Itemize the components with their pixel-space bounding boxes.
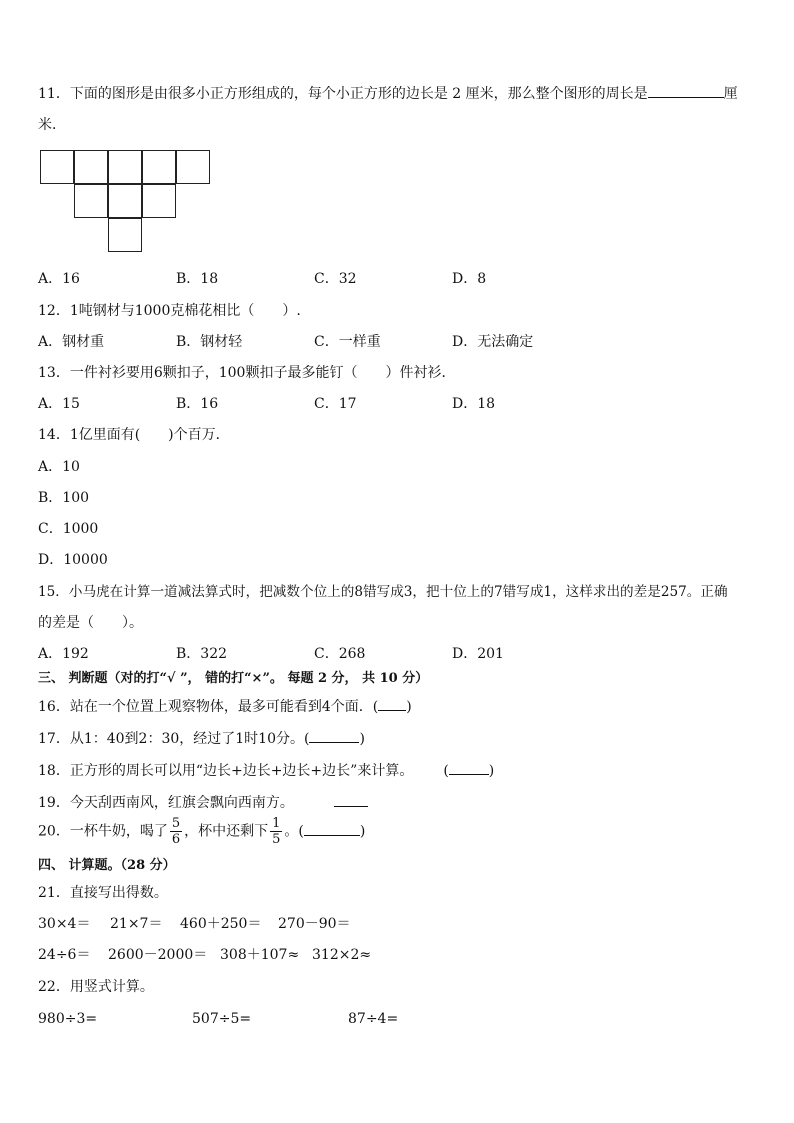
q12-option-d[interactable]: D．无法确定 [452, 334, 534, 350]
q21-r2-c2: 2600－2000＝ [108, 947, 208, 963]
q11-option-d[interactable]: D．8 [452, 271, 487, 287]
q16-text: 16．站在一个位置上观察物体，最多可能看到4个面．( [38, 699, 379, 715]
q14-option-d[interactable]: D．10000 [38, 552, 108, 568]
q22-title: 22．用竖式计算。 [38, 979, 154, 995]
q21-r2-c1: 24÷6＝ [38, 947, 91, 963]
q18-line [38, 760, 494, 780]
q18-open-paren: ( [443, 763, 449, 779]
fraction-one-fifth [270, 816, 282, 847]
q13-option-d[interactable]: D．18 [452, 396, 496, 412]
q18-close-paren: ) [488, 763, 495, 779]
q15-option-b[interactable]: B．322 [176, 646, 228, 662]
q12-text: 12．1吨钢材与1000克棉花相比（ ）. [38, 303, 301, 319]
q14-option-c[interactable]: C．1000 [38, 521, 99, 537]
q14-option-a[interactable]: A．10 [38, 459, 80, 475]
q20-close-paren: ) [359, 823, 366, 840]
q17-line [38, 728, 365, 748]
q21-title: 21．直接写出得数。 [38, 885, 168, 901]
q11-line2: 米． [38, 117, 66, 133]
q21-r2-c4: 312×2≈ [312, 947, 372, 963]
section-3-heading: 三、 判断题（对的打“√ ”， 错的打“×”。 每题 2 分， 共 10 分） [38, 671, 429, 686]
q21-r1-c4: 270－90＝ [278, 916, 351, 932]
q11-line1 [38, 83, 738, 103]
q22-item-2: 507÷5= [192, 1011, 252, 1027]
q15-option-d[interactable]: D．201 [452, 646, 504, 662]
square-cell [176, 150, 210, 184]
fraction-five-sixths [170, 816, 182, 847]
q15-line2: 的差是（ ）。 [38, 615, 143, 631]
fraction-numerator: 1 [272, 816, 281, 831]
q20-text-mid: ，杯中还剩下 [184, 823, 269, 840]
q11-tail: 厘 [723, 86, 738, 102]
square-cell [74, 184, 108, 218]
square-cell [142, 150, 176, 184]
q14-text: 14．1亿里面有( )个百万． [38, 427, 230, 443]
square-cell [40, 150, 74, 184]
q11-option-b[interactable]: B．18 [176, 271, 219, 287]
q21-r1-c1: 30×4＝ [38, 916, 91, 932]
square-cell [142, 184, 176, 218]
q16-answer-blank[interactable] [378, 696, 406, 711]
q11-answer-blank[interactable] [648, 83, 724, 98]
q12-option-b[interactable]: B．钢材轻 [176, 334, 243, 350]
q13-option-a[interactable]: A．15 [38, 396, 80, 412]
q19-answer-blank[interactable] [334, 792, 368, 807]
q20-text-pre: 20．一杯牛奶，喝了 [38, 823, 168, 840]
square-cell [74, 150, 108, 184]
q21-r1-c3: 460＋250＝ [180, 916, 262, 932]
q16-close-paren: ) [406, 699, 412, 715]
q17-text: 17．从1：40到2：30，经过了1时10分。( [38, 731, 310, 747]
fraction-numerator: 5 [171, 816, 181, 831]
q15-line1: 15．小马虎在计算一道减法算式时，把减数个位上的8错写成3，把十位上的7错写成1，这样求出的差是257。正确 [38, 584, 728, 600]
fraction-denominator: 5 [272, 832, 281, 847]
square-figure [40, 150, 214, 254]
square-cell [108, 184, 142, 218]
q11-option-c[interactable]: C．32 [314, 271, 357, 287]
square-cell [108, 218, 142, 252]
section-4-heading: 四、 计算题。（28 分） [38, 858, 176, 873]
q21-r1-c2: 21×7＝ [110, 916, 163, 932]
q12-option-a[interactable]: A．钢材重 [38, 334, 105, 350]
q13-text: 13．一件衬衫要用6颗扣子，100颗扣子最多能钉（ ）件衬衫． [38, 365, 456, 381]
q17-close-paren: ) [359, 731, 365, 747]
fraction-denominator: 6 [171, 832, 181, 847]
q15-option-a[interactable]: A．192 [38, 646, 89, 662]
q13-option-c[interactable]: C．17 [314, 396, 357, 412]
q12-option-c[interactable]: C．一样重 [314, 334, 381, 350]
q20-text-post: 。( [284, 823, 304, 840]
q15-option-c[interactable]: C．268 [314, 646, 366, 662]
q13-option-b[interactable]: B．16 [176, 396, 219, 412]
q16-line [38, 696, 412, 716]
q21-r2-c3: 308＋107≈ [220, 947, 300, 963]
q11-text: 11．下面的图形是由很多小正方形组成的，每个小正方形的边长是 2 厘米，那么整个图形的周长是 [38, 86, 648, 102]
q22-item-1: 980÷3= [38, 1011, 98, 1027]
q17-answer-blank[interactable] [309, 728, 359, 743]
q19-line [38, 792, 368, 812]
q14-option-b[interactable]: B．100 [38, 490, 90, 506]
square-cell [108, 150, 142, 184]
q18-text: 18．正方形的周长可以用“边长+边长+边长+边长”来计算。 [38, 763, 414, 779]
q22-item-3: 87÷4= [348, 1011, 399, 1027]
q19-text: 19．今天刮西南风，红旗会飘向西南方。 [38, 795, 294, 811]
q20-line [38, 816, 365, 847]
q11-option-a[interactable]: A．16 [38, 271, 80, 287]
q18-answer-blank[interactable] [449, 760, 489, 775]
q20-answer-blank[interactable] [304, 821, 360, 836]
